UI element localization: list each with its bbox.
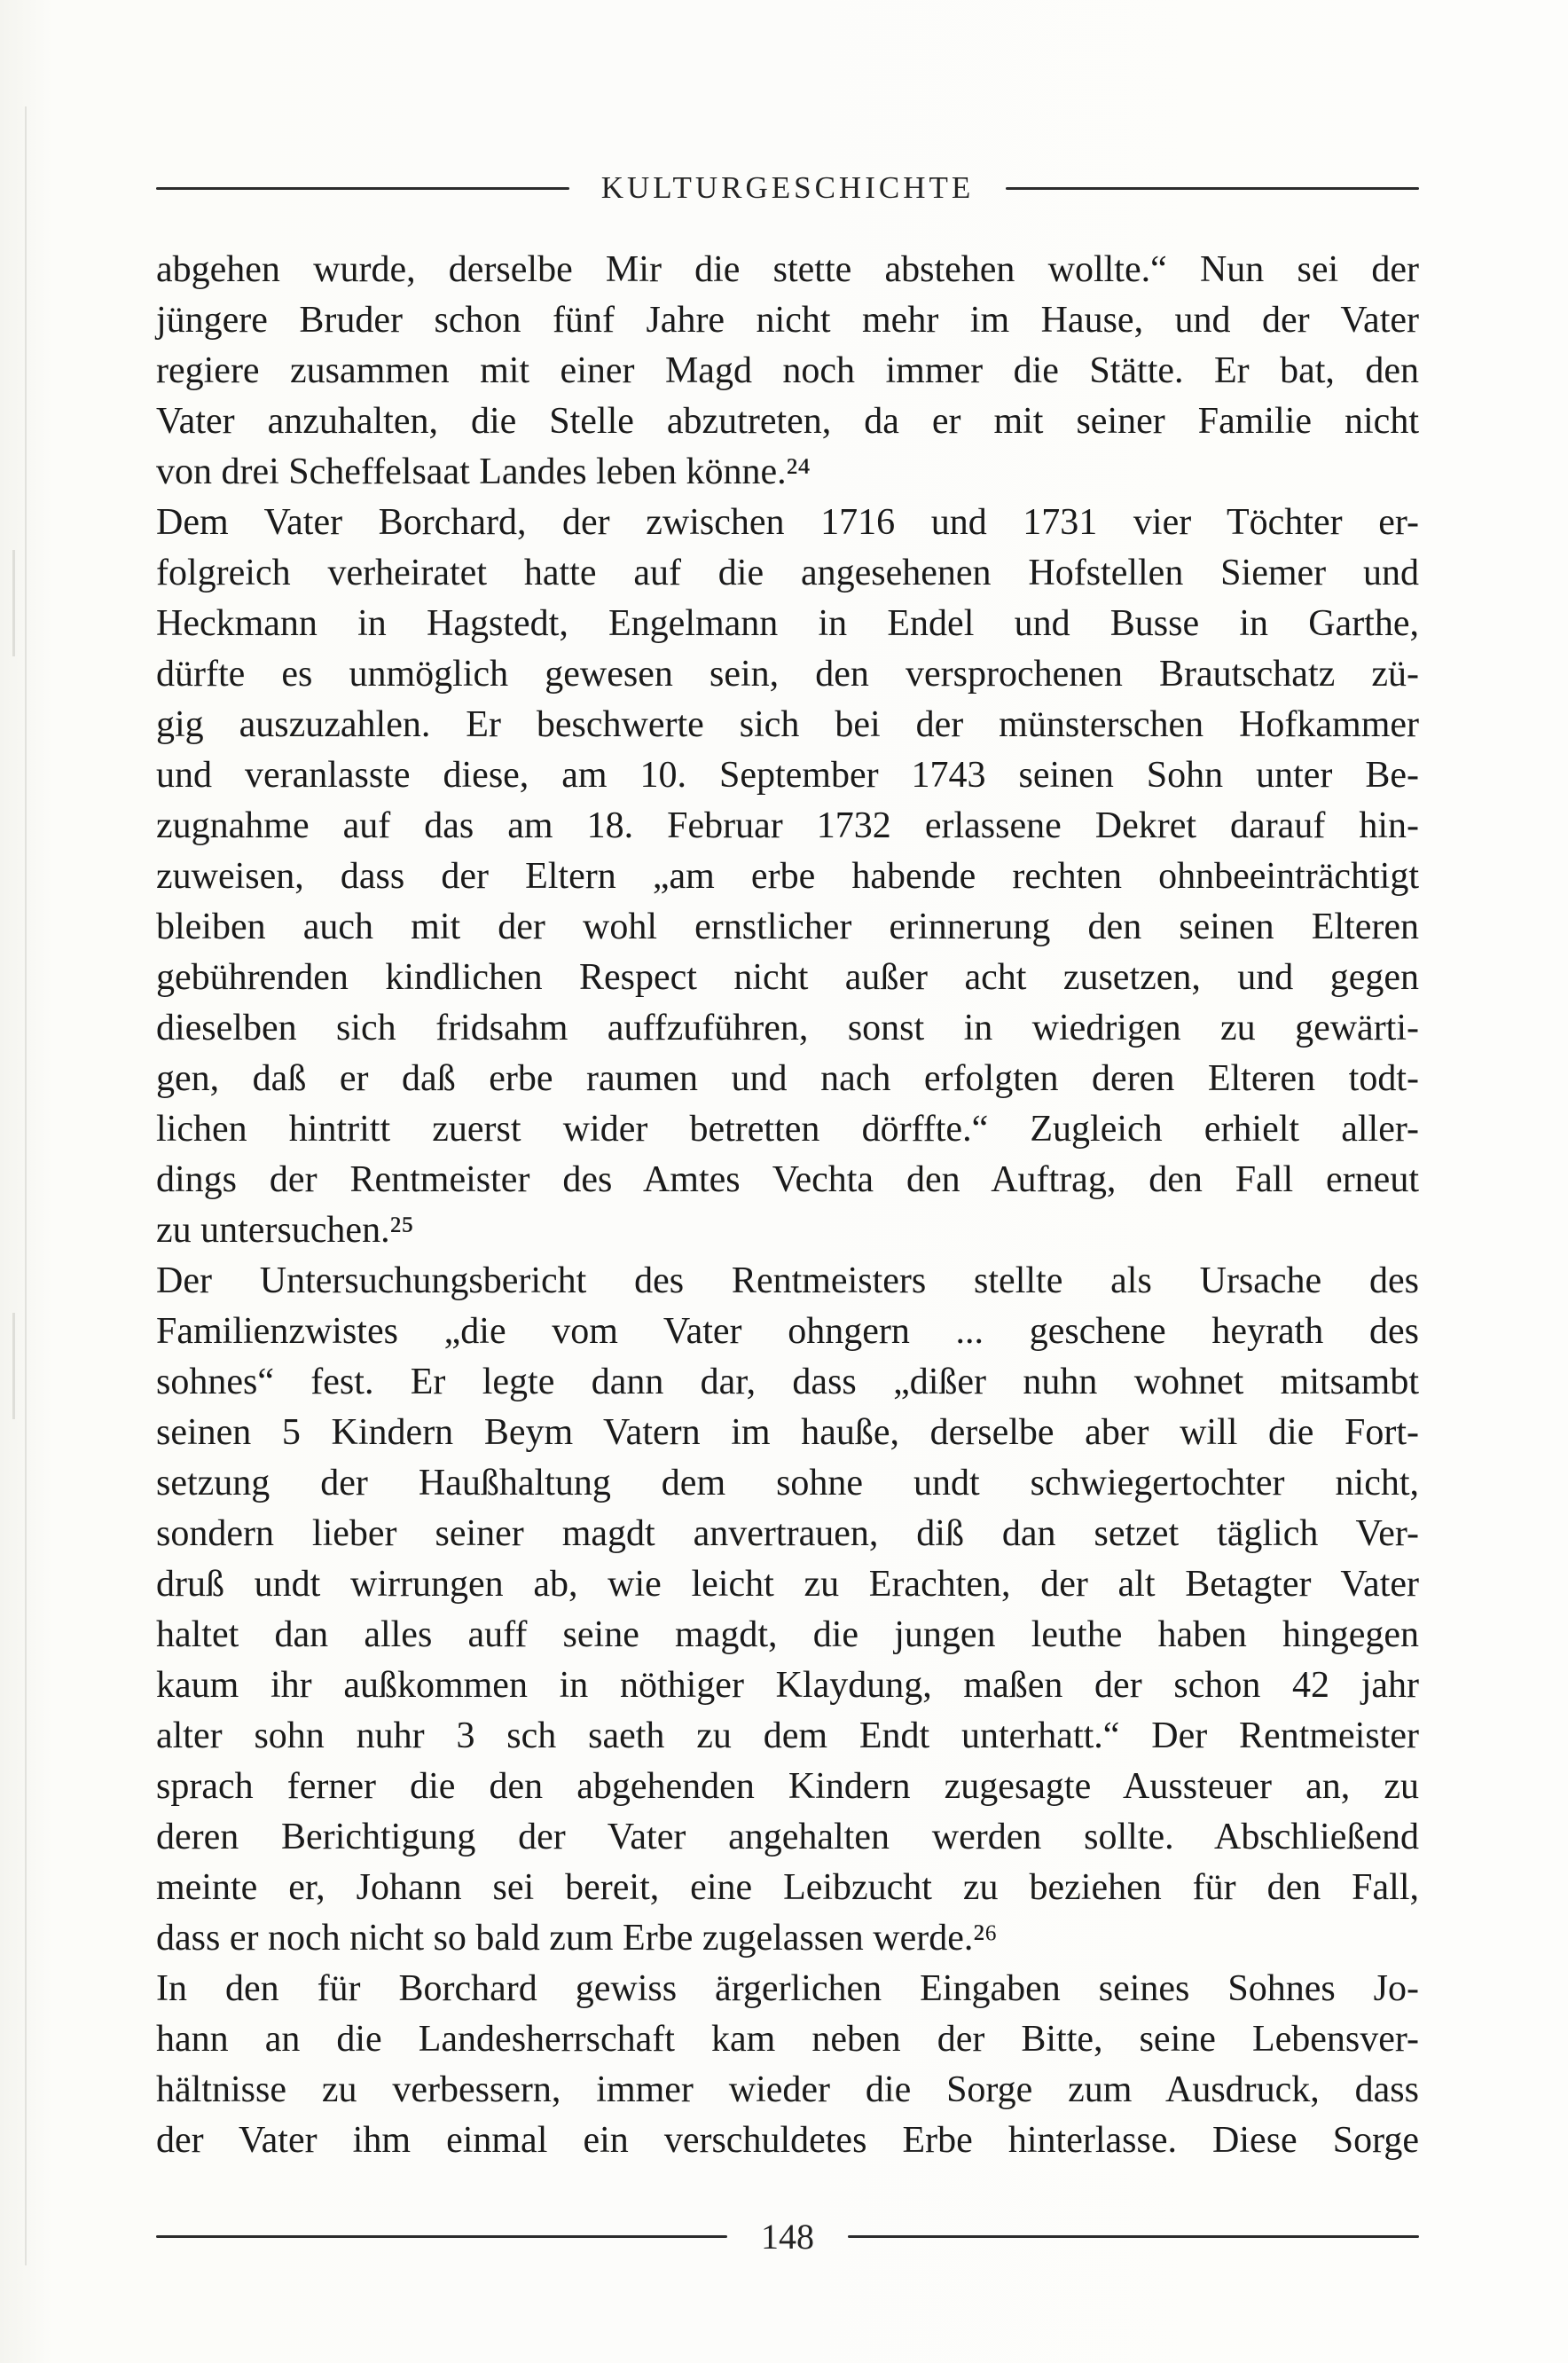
- page-header: [156, 170, 1419, 206]
- body-text: [156, 245, 1419, 2166]
- text-line: gebührenden kindlichen Respect nicht außer acht zusetzen, und gegen: [156, 957, 1419, 998]
- text-line: meinte er, Johann sei bereit, eine Leibzucht zu beziehen für den Fall,: [156, 1867, 1419, 1908]
- text-line: jüngere Bruder schon fünf Jahre nicht mehr im Hause, und der Vater: [156, 300, 1419, 341]
- text-line: Familienzwistes „die vom Vater ohngern ... geschene heyrath des: [156, 1311, 1419, 1352]
- text-line: In den für Borchard gewiss ärgerlichen Eingaben seines Sohnes Jo-: [156, 1968, 1419, 2009]
- text-line: Der Untersuchungsbericht des Rentmeisters stellte als Ursache des: [156, 1260, 1419, 1301]
- text-line: der Vater ihm einmal ein verschuldetes Erbe hinterlasse. Diese Sorge: [156, 2120, 1419, 2161]
- text-line: dieselben sich fridsahm auffzuführen, sonst in wiedrigen zu gewärti-: [156, 1008, 1419, 1048]
- text-line: dass er noch nicht so bald zum Erbe zugelassen werde.²⁶: [156, 1918, 998, 1959]
- text-line: sprach ferner die den abgehenden Kindern zugesagte Aussteuer an, zu: [156, 1766, 1419, 1807]
- running-head: KULTURGESCHICHTE: [600, 170, 975, 205]
- text-line: bleiben auch mit der wohl ernstlicher erinnerung den seinen Elteren: [156, 907, 1419, 947]
- text-line: setzung der Haußhaltung dem sohne undt schwiegertochter nicht,: [156, 1463, 1419, 1503]
- text-line: sondern lieber seiner magdt anvertrauen, diß dan setzet täglich Ver-: [156, 1513, 1419, 1554]
- text-line: hann an die Landesherrschaft kam neben der Bitte, seine Lebensver-: [156, 2019, 1419, 2060]
- text-line: folgreich verheiratet hatte auf die angesehenen Hofstellen Siemer und: [156, 553, 1419, 593]
- footer-rule-left: [156, 2235, 727, 2238]
- text-line: seinen 5 Kindern Beym Vatern im hauße, derselbe aber will die Fort-: [156, 1412, 1419, 1453]
- text-line: Heckmann in Hagstedt, Engelmann in Endel und Busse in Garthe,: [156, 603, 1419, 644]
- header-rule-right: [1006, 187, 1419, 190]
- text-line: Dem Vater Borchard, der zwischen 1716 und 1731 vier Töchter er-: [156, 502, 1419, 543]
- text-line: Vater anzuhalten, die Stelle abzutreten, da er mit seiner Familie nicht: [156, 401, 1419, 442]
- text-line: zu untersuchen.²⁵: [156, 1210, 414, 1251]
- scan-artifact-line: [25, 106, 27, 2265]
- text-line: deren Berichtigung der Vater angehalten werden sollte. Abschließend: [156, 1817, 1419, 1857]
- page-footer: [156, 2216, 1419, 2257]
- text-line: haltet dan alles auff seine magdt, die jungen leuthe haben hingegen: [156, 1614, 1419, 1655]
- text-line: dürfte es unmöglich gewesen sein, den versprochenen Brautschatz zü-: [156, 654, 1419, 695]
- text-line: zuweisen, dass der Eltern „am erbe habende rechten ohnbeeinträchtigt: [156, 856, 1419, 897]
- text-line: sohnes“ fest. Er legte dann dar, dass „dißer nuhn wohnet mitsambt: [156, 1362, 1419, 1402]
- header-rule-left: [156, 187, 569, 190]
- text-line: lichen hintritt zuerst wider betretten dörffte.“ Zugleich erhielt aller-: [156, 1109, 1419, 1150]
- text-line: gig auszuzahlen. Er beschwerte sich bei der münsterschen Hofkammer: [156, 704, 1419, 745]
- text-line: abgehen wurde, derselbe Mir die stette abstehen wollte.“ Nun sei der: [156, 249, 1419, 290]
- text-line: zugnahme auf das am 18. Februar 1732 erlassene Dekret darauf hin-: [156, 805, 1419, 846]
- text-line: und veranlasste diese, am 10. September 1743 seinen Sohn unter Be-: [156, 755, 1419, 796]
- text-line: alter sohn nuhr 3 sch saeth zu dem Endt unterhatt.“ Der Rentmeister: [156, 1715, 1419, 1756]
- footer-rule-right: [848, 2235, 1419, 2238]
- text-line: hältnisse zu verbessern, immer wieder die Sorge zum Ausdruck, dass: [156, 2069, 1419, 2110]
- scan-artifact-tick: [12, 550, 15, 656]
- page-number: 148: [761, 2217, 814, 2257]
- text-line: von drei Scheffelsaat Landes leben könne.²⁴: [156, 451, 811, 492]
- text-line: druß undt wirrungen ab, wie leicht zu Erachten, der alt Betagter Vater: [156, 1564, 1419, 1605]
- text-line: kaum ihr außkommen in nöthiger Klaydung, maßen der schon 42 jahr: [156, 1665, 1419, 1706]
- text-line: dings der Rentmeister des Amtes Vechta den Auftrag, den Fall erneut: [156, 1159, 1419, 1200]
- text-line: regiere zusammen mit einer Magd noch immer die Stätte. Er bat, den: [156, 350, 1419, 391]
- text-line: gen, daß er daß erbe raumen und nach erfolgten deren Elteren todt-: [156, 1058, 1419, 1099]
- scan-artifact-tick: [12, 1313, 15, 1419]
